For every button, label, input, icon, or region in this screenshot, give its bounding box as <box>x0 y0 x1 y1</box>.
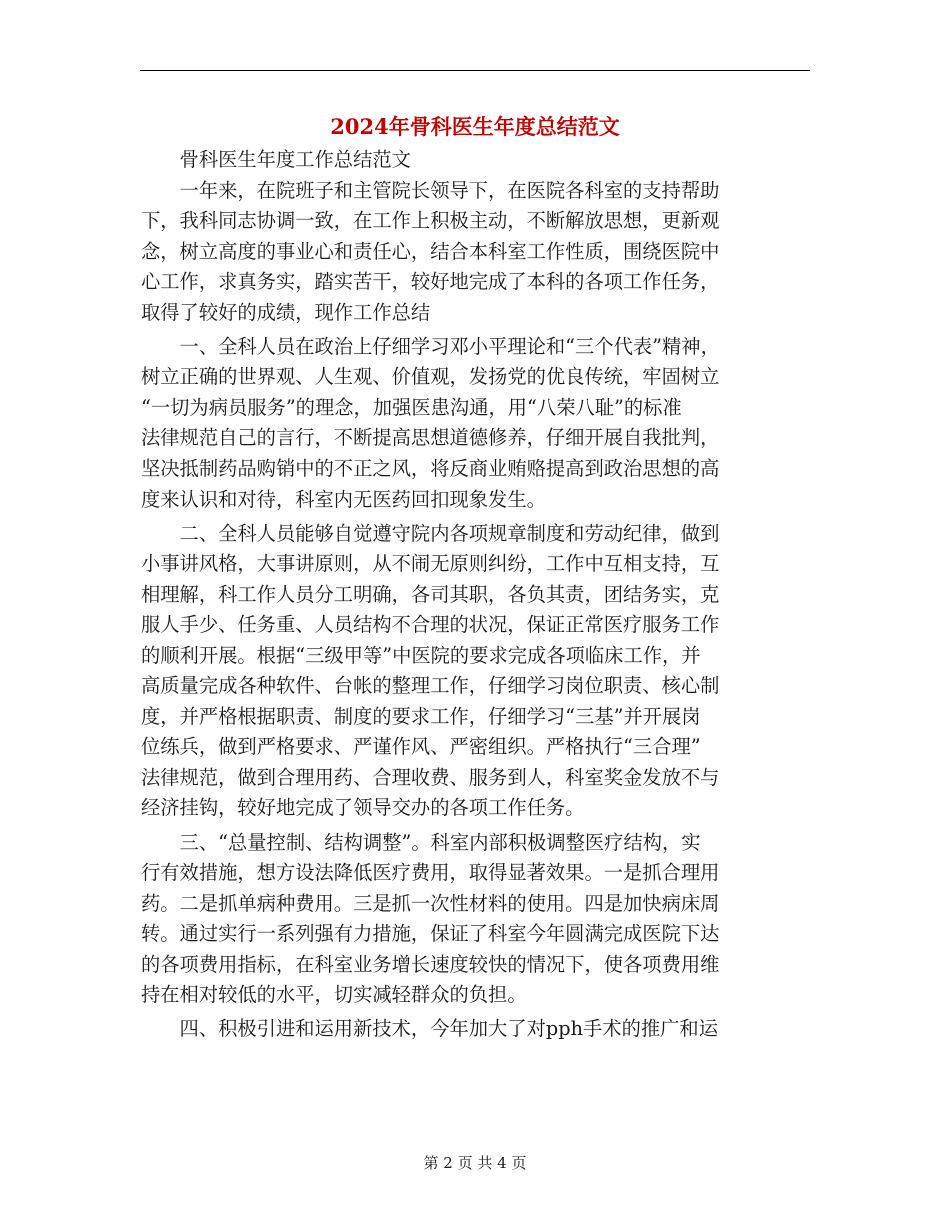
body-line: 树立正确的世界观、人生观、价值观，发扬党的优良传统，牢固树立 <box>141 365 720 389</box>
body-line: 小事讲风格，大事讲原则，从不闹无原则纠纷，工作中互相支持，互 <box>141 552 720 576</box>
body-line: 的各项费用指标，在科室业务增长速度较快的情况下，使各项费用维 <box>141 952 720 976</box>
body-line: 取得了较好的成绩，现作工作总结 <box>141 300 431 324</box>
body-line: 四、积极引进和运用新技术，今年加大了对pph手术的推广和运 <box>141 1017 718 1041</box>
body-line: 高质量完成各种软件、台帐的整理工作，仔细学习岗位职责、核心制 <box>141 674 720 698</box>
header-rule <box>140 70 810 71</box>
body-line: 相理解，科工作人员分工明确，各司其职，各负其责，团结务实，克 <box>141 582 720 606</box>
document-body <box>141 145 811 1045</box>
body-line: 心工作，求真务实，踏实苦干，较好地完成了本科的各项工作任务， <box>141 270 720 294</box>
body-line: 法律规范，做到合理用药、合理收费、服务到人，科室奖金发放不与 <box>141 765 720 789</box>
body-line: 骨科医生年度工作总结范文 <box>141 148 411 171</box>
body-line: 一、全科人员在政治上仔细学习邓小平理论和“三个代表”精神， <box>141 334 720 358</box>
document-title: 2024年骨科医生年度总结范文 <box>330 114 620 139</box>
body-line: 持在相对较低的水平，切实减轻群众的负担。 <box>141 983 527 1007</box>
body-line: 行有效措施，想方设法降低医疗费用，取得显著效果。一是抓合理用 <box>141 861 720 885</box>
body-line: 下，我科同志协调一致，在工作上积极主动，不断解放思想，更新观 <box>141 209 720 233</box>
body-line: 度，并严格根据职责、制度的要求工作，仔细学习“三基”并开展岗 <box>141 704 701 728</box>
body-line: 经济挂钩，较好地完成了领导交办的各项工作任务。 <box>141 796 585 820</box>
body-line: 法律规范自己的言行，不断提高思想道德修养，仔细开展自我批判， <box>141 426 720 450</box>
body-line: 三、“总量控制、结构调整”。科室内部积极调整医疗结构，实 <box>141 830 701 854</box>
body-line: 的顺利开展。根据“三级甲等”中医院的要求完成各项临床工作，并 <box>141 643 701 667</box>
body-line: 一年来，在院班子和主管院长领导下，在医院各科室的支持帮助 <box>141 178 720 202</box>
body-line: 二、全科人员能够自觉遵守院内各项规章制度和劳动纪律，做到 <box>141 521 720 545</box>
body-line: “一切为病员服务”的理念，加强医患沟通，用“八荣八耻”的标准 <box>141 395 682 419</box>
body-line: 转。通过实行一系列强有力措施，保证了科室今年圆满完成医院下达 <box>141 922 720 946</box>
body-line: 药。二是抓单病种费用。三是抓一次性材料的使用。四是加快病床周 <box>141 891 720 915</box>
body-line: 度来认识和对待，科室内无医药回扣现象发生。 <box>141 487 546 511</box>
body-line: 服人手少、任务重、人员结构不合理的状况，保证正常医疗服务工作 <box>141 613 720 637</box>
body-line: 念，树立高度的事业心和责任心，结合本科室工作性质，围绕医院中 <box>141 239 720 263</box>
body-line: 坚决抵制药品购销中的不正之风，将反商业贿赂提高到政治思想的高 <box>141 456 720 480</box>
page-number-footer: 第 2 页 共 4 页 <box>423 1154 527 1172</box>
body-line: 位练兵，做到严格要求、严谨作风、严密组织。严格执行“三合理” <box>141 735 701 759</box>
